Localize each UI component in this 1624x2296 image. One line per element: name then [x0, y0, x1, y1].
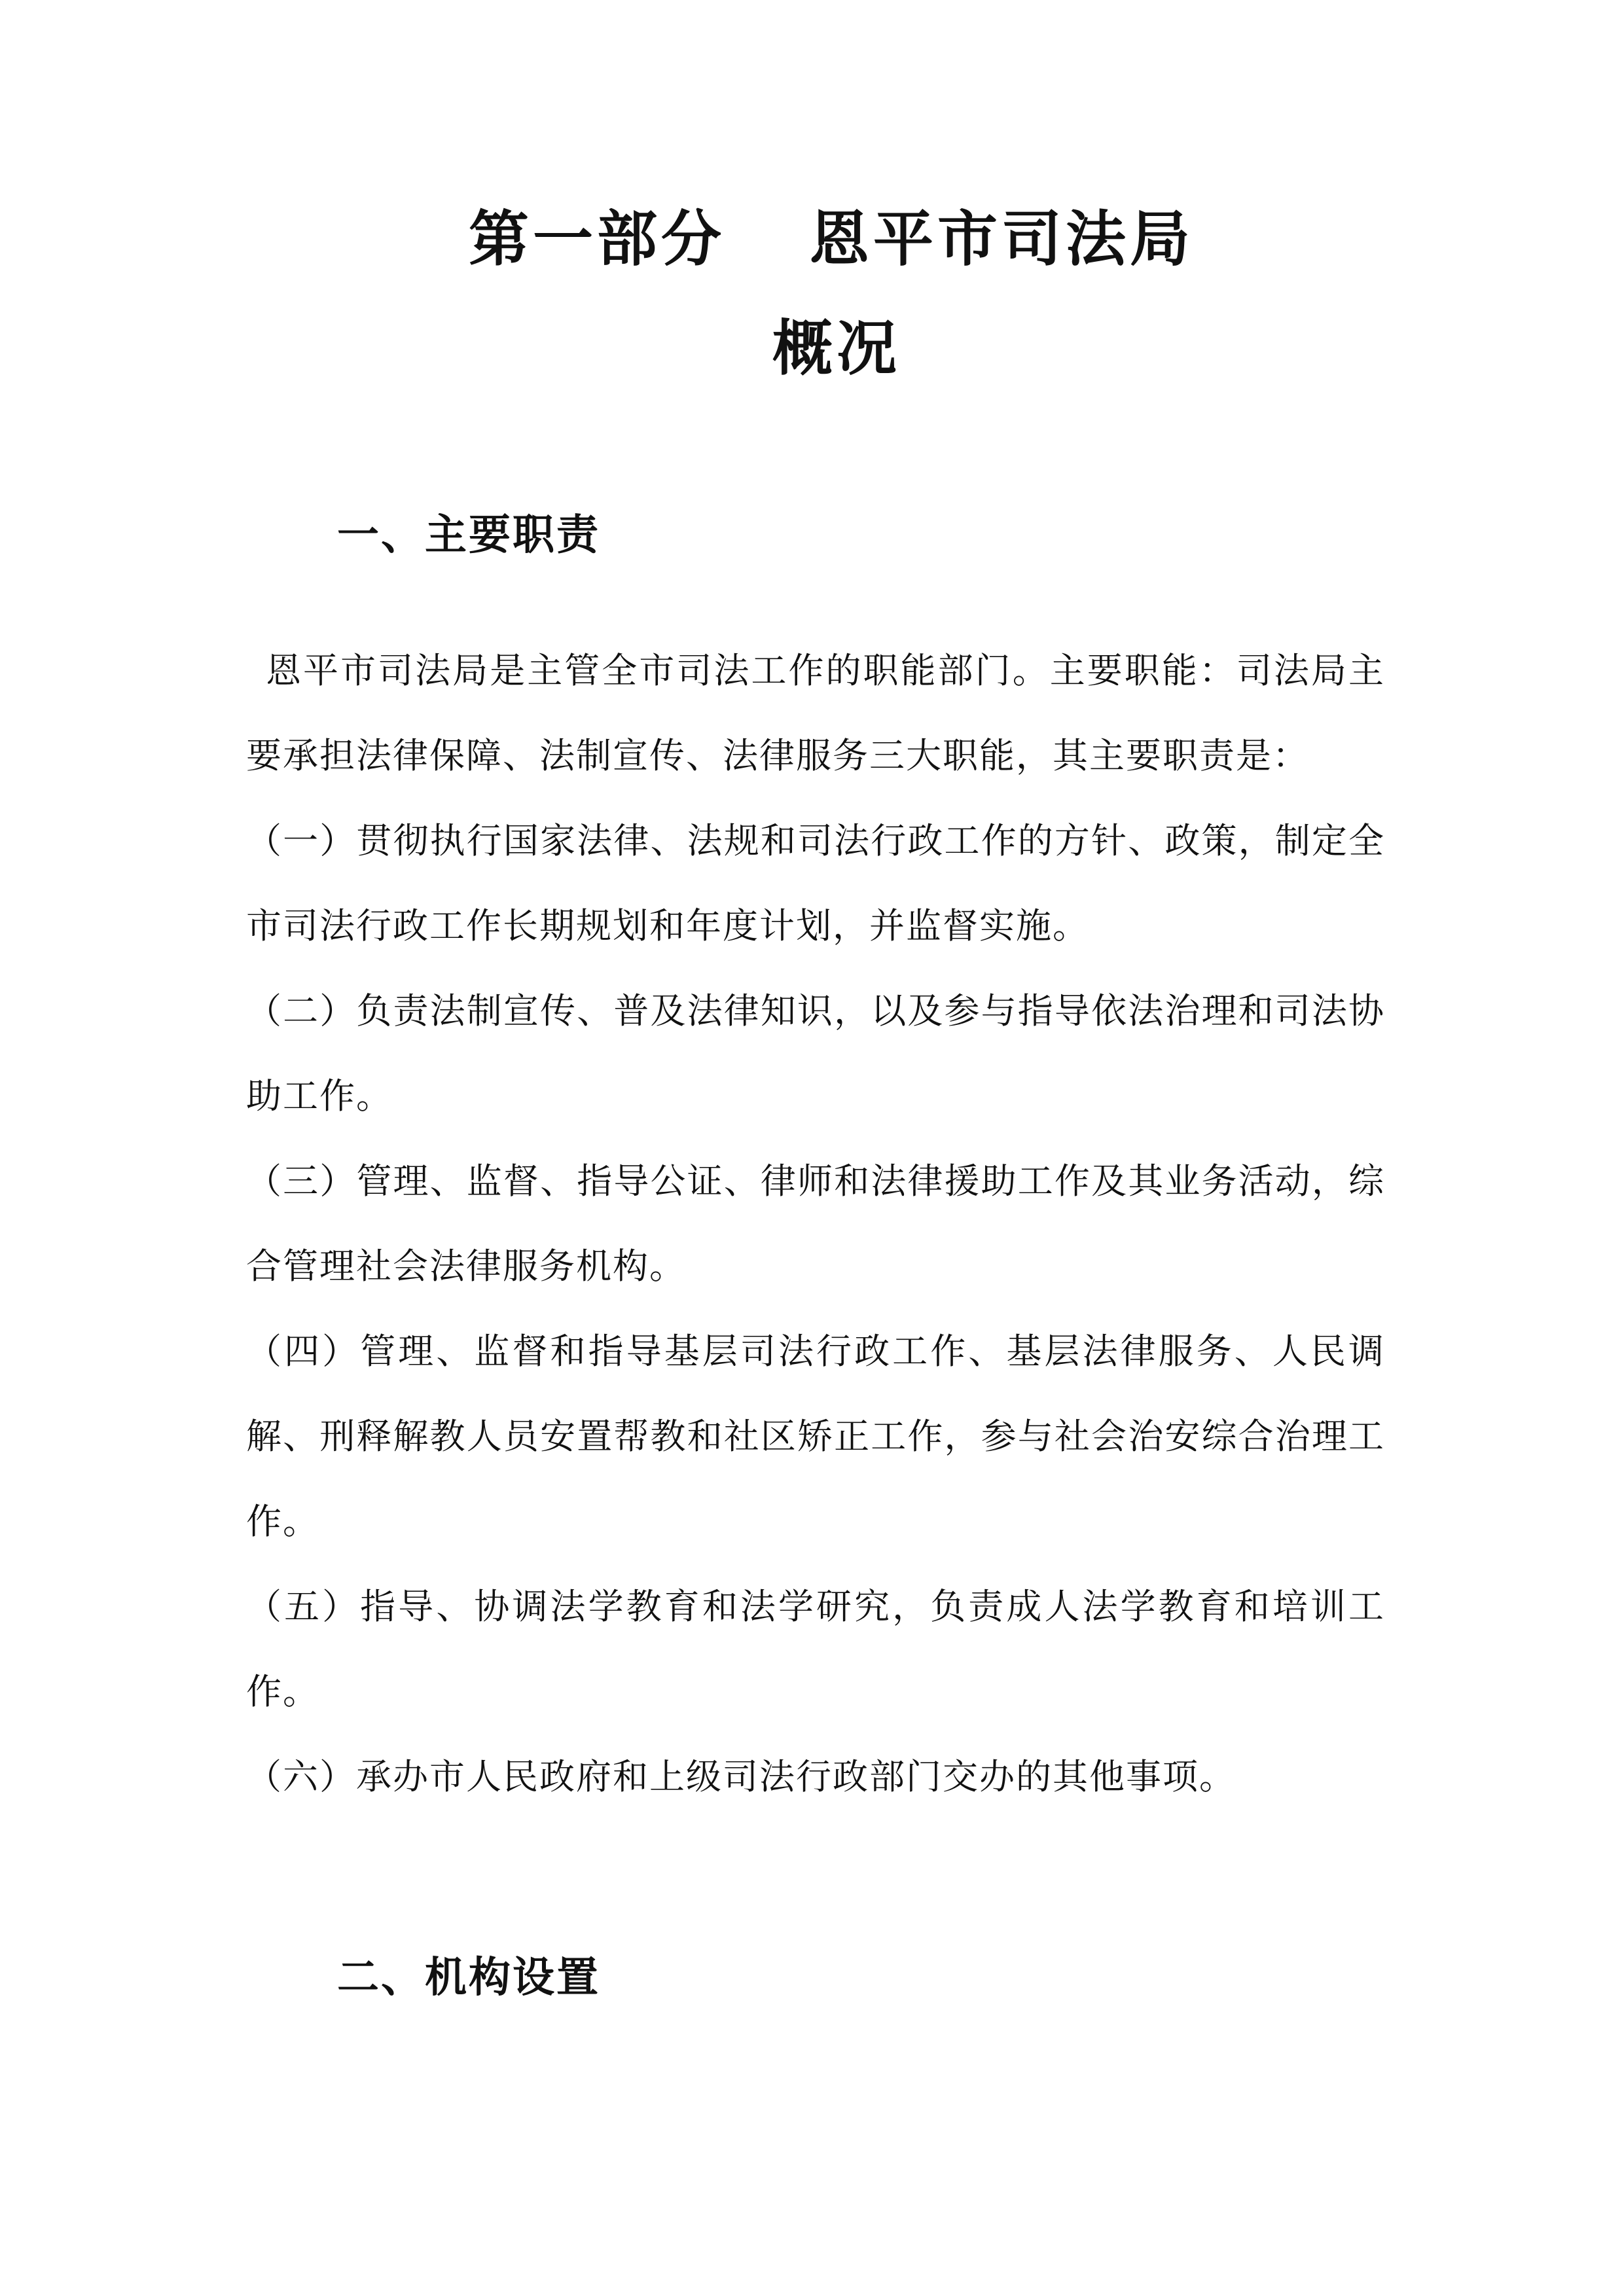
duty-item: （四）管理、监督和指导基层司法行政工作、基层法律服务、人民调解、刑释解教人员安置帮教和社区矫正工作，参与社会治安综合治理工作。: [246, 1331, 1385, 1542]
document-subtitle: 概况: [772, 314, 901, 384]
duty-item: （五）指导、协调法学教育和法学研究，负责成人法学教育和培训工作。: [246, 1586, 1385, 1712]
duties-body: [246, 628, 1385, 1820]
duty-item: （一）贯彻执行国家法律、法规和司法行政工作的方针、政策，制定全市司法行政工作长期规划和年度计划，并监督实施。: [246, 820, 1385, 946]
duty-item: （六）承办市人民政府和上级司法行政部门交办的其他事项。: [246, 1756, 1236, 1797]
duty-item: （三）管理、监督、指导公证、律师和法律援助工作及其业务活动，综合管理社会法律服务机构。: [246, 1160, 1385, 1287]
title-part-label: 第一部分: [469, 204, 726, 274]
duty-item: （二）负责法制宣传、普及法律知识，以及参与指导依法治理和司法协助工作。: [246, 990, 1385, 1117]
section-heading-duties: 一、主要职责: [337, 511, 600, 560]
document-title: [469, 204, 1195, 274]
section-heading-organization: 二、机构设置: [337, 1954, 600, 2002]
title-org-name: 恩平市司法局: [809, 204, 1195, 274]
duties-intro-paragraph: 恩平市司法局是主管全市司法工作的职能部门。主要职能：司法局主要承担法律保障、法制宣传、法律服务三大职能，其主要职责是：: [246, 650, 1385, 776]
